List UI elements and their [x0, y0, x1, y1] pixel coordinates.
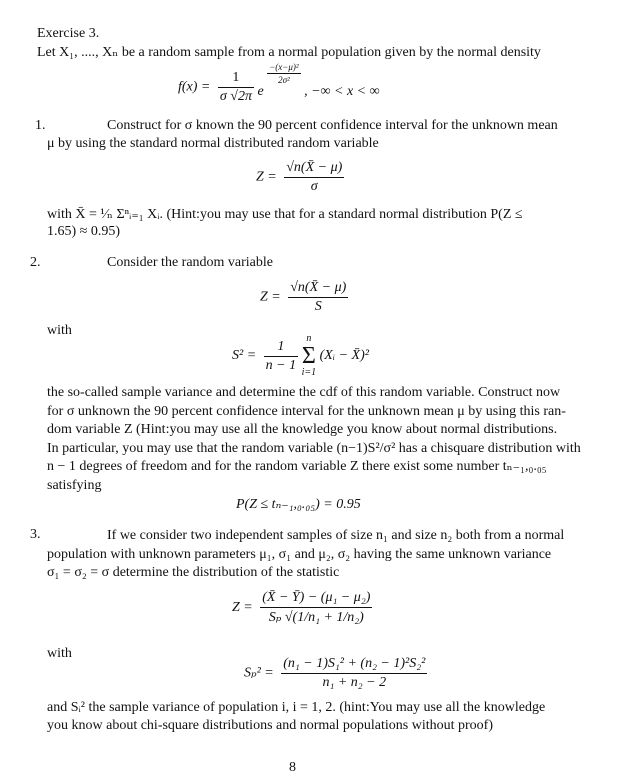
item-3-paragraph: [47, 527, 587, 583]
item-3-sp-lhs: Sₚ² =: [244, 665, 274, 681]
density-domain: , −∞ < x < ∞: [304, 83, 380, 99]
item-2-number: 2.: [30, 255, 41, 270]
item-3-z-den: Sₚ √(1/n₁ + 1/n₂): [268, 610, 364, 625]
item-1-number: 1.: [35, 118, 46, 133]
item-3-sp-formula: [244, 656, 427, 691]
density-coefficient: [218, 70, 254, 105]
density-coef-den: σ √2π: [219, 89, 252, 104]
item-3-final-line-1: and Sᵢ² the sample variance of population i, i = 1, 2. (hint:You may use all the knowledge: [47, 700, 546, 715]
item-1-z-formula: [256, 160, 344, 195]
item-2-paragraph: [47, 384, 587, 495]
item-2-text-line: In particular, you may use that the random variable (n−1)S²/σ² has a chisquare distribution with: [47, 440, 581, 456]
item-3-z-num: (X̄ − Ȳ) − (μ₁ − μ₂): [260, 590, 372, 608]
item-2-probability: P(Z ≤ tₙ₋₁,₀.₀₅) = 0.95: [236, 497, 361, 512]
page-number: 8: [289, 760, 296, 775]
intro-text: Let X₁, ...., Xₙ be a random sample from a normal population given by the normal density: [37, 45, 541, 60]
item-2-text-line: satisfying: [47, 477, 102, 493]
item-2-s2-frac: [264, 339, 298, 374]
item-3-text-line: If we consider two independent samples of size n₁ and size n₂ both from a normal: [107, 528, 565, 543]
item-1-z-frac: [284, 160, 344, 195]
item-3-sp-frac: [281, 656, 427, 691]
item-3-z-lhs: Z =: [232, 600, 253, 616]
density-exponent: [267, 62, 300, 85]
item-2-s2-lhs: S² =: [232, 348, 257, 364]
item-3-z-formula: [232, 590, 372, 626]
item-3-text-line: σ₁ = σ₂ = σ determine the distribution of the statistic: [47, 565, 340, 580]
item-2-z-formula: [260, 280, 348, 315]
item-1-z-num: √n(X̄ − μ): [284, 160, 344, 178]
item-3-sp-den: n₁ + n₂ − 2: [322, 675, 387, 690]
item-2-text-line: n − 1 degrees of freedom and for the random variable Z there exist some number tₙ₋₁,₀.₀₅: [47, 459, 547, 474]
item-2-with: with: [47, 323, 72, 338]
density-base: e: [257, 83, 264, 99]
item-2-sum: [302, 334, 317, 378]
item-2-sum-top: n: [306, 333, 312, 344]
item-2-line-1: Consider the random variable: [107, 255, 274, 270]
item-3-z-frac: [260, 590, 372, 626]
item-2-sum-bottom: i=1: [301, 367, 317, 378]
item-1-line-1: Construct for σ known the 90 percent confidence interval for the unknown mean: [107, 118, 558, 133]
item-2-s2-body: (Xᵢ − X̄)²: [319, 348, 369, 364]
item-1-with-line-2: 1.65) ≈ 0.95): [47, 224, 121, 239]
item-2-text-line: for σ unknown the 90 percent confidence interval for the unknown mean μ by using this ran-: [47, 403, 566, 419]
density-formula: [178, 62, 380, 105]
item-3-with: with: [47, 646, 72, 661]
item-2-text-line: the so-called sample variance and determine the cdf of this random variable. Construct now: [47, 385, 561, 400]
item-2-z-frac: [288, 280, 348, 315]
item-3-final-line-2: you know about chi-square distributions and normal populations without proof): [47, 718, 493, 733]
item-3-sp-num: (n₁ − 1)S₁² + (n₂ − 1)²S₂²: [281, 656, 427, 674]
item-2-s2-frac-num: 1: [264, 339, 298, 357]
item-2-z-lhs: Z =: [260, 289, 281, 305]
item-2-sum-sign: Σ: [301, 343, 316, 369]
density-coef-num: 1: [218, 70, 254, 88]
item-3-number: 3.: [30, 527, 41, 542]
item-3-text-line: population with unknown parameters μ₁, σ₁ and μ₂, σ₂ having the same unknown variance: [47, 546, 552, 562]
exercise-title: Exercise 3.: [37, 26, 100, 41]
density-lhs: f(x) =: [178, 79, 211, 95]
item-2-z-den: S: [314, 299, 322, 314]
density-exp-den: 2σ²: [278, 75, 290, 85]
item-1-line-2: μ by using the standard normal distributed random variable: [47, 136, 379, 151]
item-1-z-den: σ: [310, 179, 318, 194]
item-2-z-num: √n(X̄ − μ): [288, 280, 348, 298]
item-2-s2-frac-den: n − 1: [265, 357, 297, 373]
density-exp-num: −(x−μ)²: [269, 62, 299, 72]
item-1-z-lhs: Z =: [256, 169, 277, 185]
item-2-text-line: dom variable Z (Hint:you may use all the knowledge you know about normal distributions.: [47, 422, 558, 437]
item-1-with-line-1: with X̄ = ¹⁄ₙ Σⁿᵢ₌₁ Xᵢ. (Hint:you may use that for a standard normal distribution P(Z ≤: [47, 207, 523, 222]
item-2-s2-formula: [232, 334, 369, 378]
